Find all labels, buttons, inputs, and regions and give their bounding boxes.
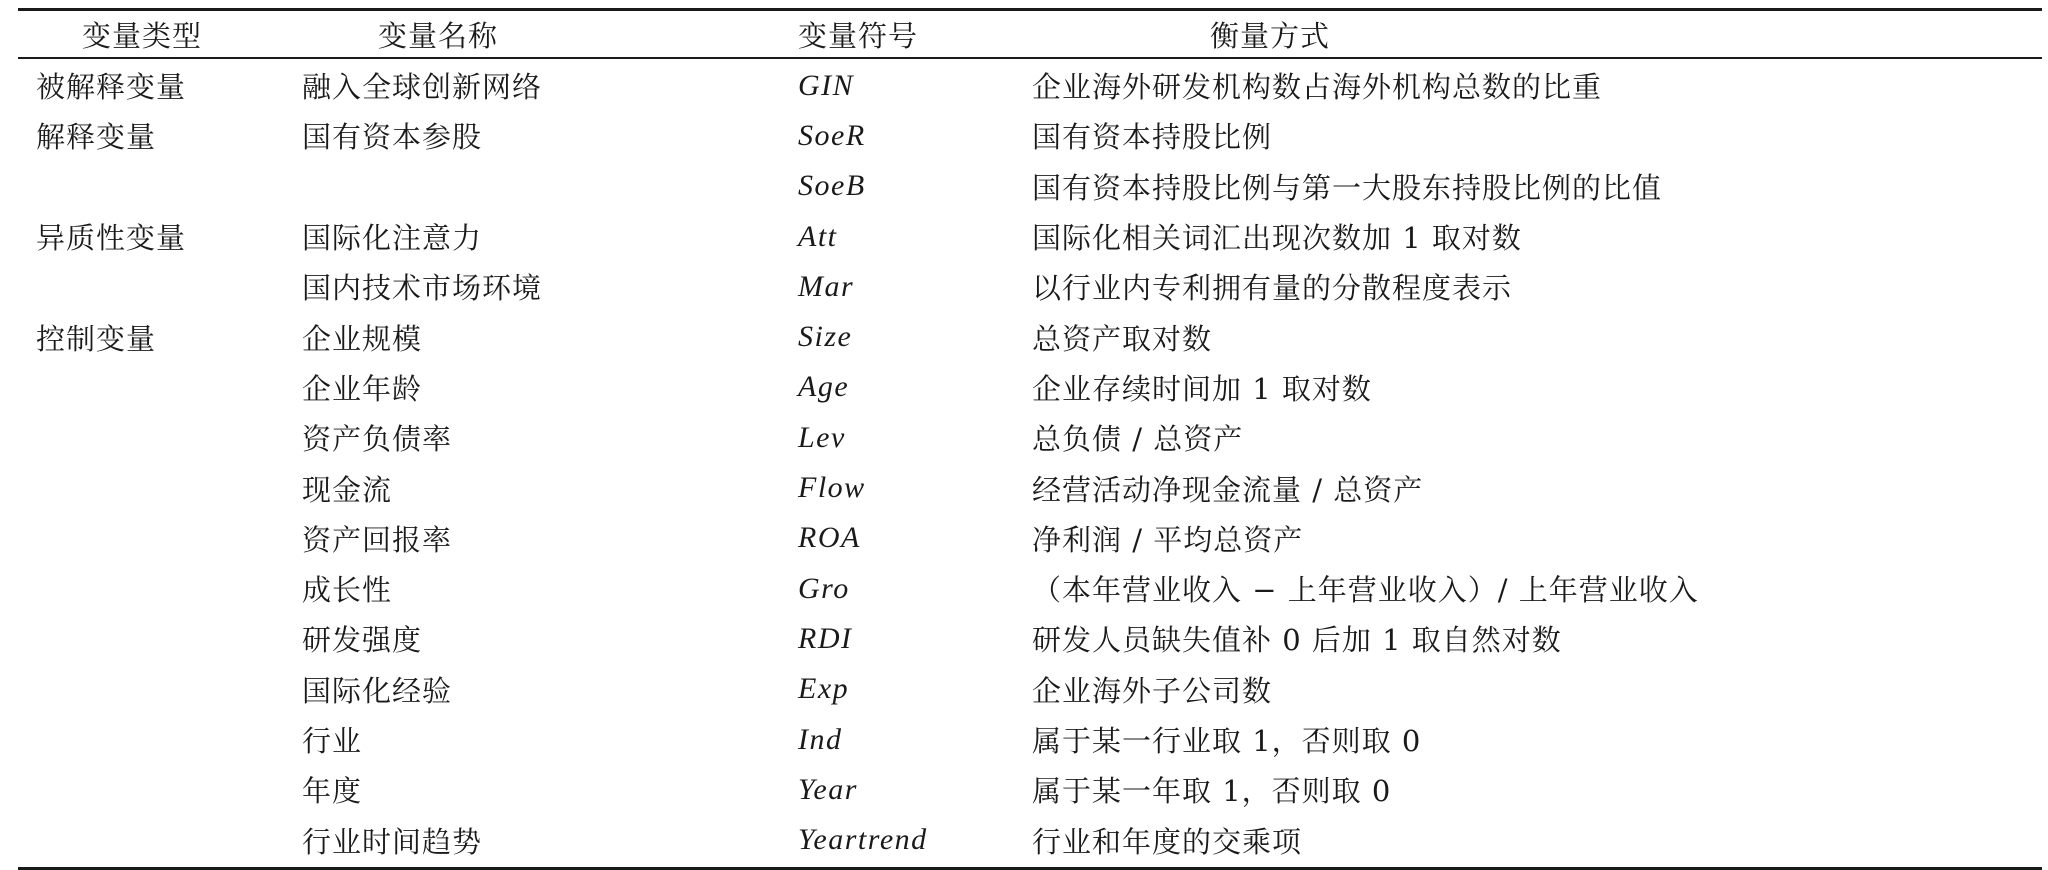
cell-symbol: RDI (798, 621, 853, 655)
cell-symbol: ROA (798, 521, 861, 555)
cell-measure: 属于某一年取 1，否则取 0 (1032, 774, 1392, 809)
table-row (18, 111, 2042, 161)
table-body (18, 59, 2042, 868)
table-row (18, 61, 2042, 111)
cell-measure: 净利润 / 平均总资产 (1032, 522, 1304, 557)
cell-symbol: SoeR (798, 118, 866, 152)
cell-measure: 以行业内专利拥有量的分散程度表示 (1032, 271, 1513, 306)
table-row (18, 765, 2042, 815)
table-row (18, 513, 2042, 563)
cell-type: 异质性变量 (36, 221, 187, 256)
cell-symbol: Att (798, 219, 838, 253)
cell-name: 国内技术市场环境 (302, 271, 543, 306)
cell-measure: 国有资本持股比例与第一大股东持股比例的比值 (1032, 170, 1663, 205)
table-row (18, 714, 2042, 764)
cell-symbol: Mar (798, 269, 855, 303)
table-row (18, 614, 2042, 664)
cell-symbol: Lev (798, 420, 846, 454)
cell-symbol: Flow (798, 471, 866, 505)
cell-type: 控制变量 (36, 321, 157, 356)
cell-measure: 属于某一行业取 1，否则取 0 (1032, 724, 1422, 758)
table-row (18, 161, 2042, 211)
table-row (18, 463, 2042, 513)
cell-symbol: SoeB (798, 169, 866, 203)
cell-measure: 经营活动净现金流量 / 总资产 (1032, 472, 1424, 507)
cell-symbol: Year (798, 772, 858, 806)
cell-measure: 国有资本持股比例 (1032, 120, 1273, 155)
table-row (18, 211, 2042, 261)
cell-measure: 行业和年度的交乘项 (1032, 824, 1303, 859)
table-row (18, 815, 2042, 865)
cell-type: 被解释变量 (36, 70, 187, 105)
cell-name: 国际化经验 (302, 673, 453, 708)
table-row (18, 563, 2042, 613)
header-variable-type: 变量类型 (82, 18, 203, 53)
cell-name: 国有资本参股 (302, 120, 483, 155)
cell-measure: 企业海外研发机构数占海外机构总数的比重 (1032, 70, 1603, 105)
cell-name: 企业规模 (302, 321, 423, 356)
cell-symbol: Gro (798, 571, 850, 605)
table-row (18, 312, 2042, 362)
table-header-row (18, 11, 2042, 57)
cell-name: 企业年龄 (302, 371, 423, 406)
table-row (18, 664, 2042, 714)
cell-symbol: GIN (798, 68, 855, 102)
cell-name: 国际化注意力 (302, 221, 483, 256)
cell-name: 现金流 (302, 472, 393, 507)
table-row (18, 262, 2042, 312)
cell-symbol: Yeartrend (798, 823, 928, 857)
cell-measure: 国际化相关词汇出现次数加 1 取对数 (1032, 221, 1522, 256)
cell-measure: （本年营业收入 − 上年营业收入）/ 上年营业收入 (1032, 573, 1699, 608)
cell-symbol: Exp (798, 672, 850, 706)
cell-measure: 企业存续时间加 1 取对数 (1032, 371, 1372, 406)
cell-symbol: Size (798, 320, 853, 354)
header-variable-symbol: 变量符号 (798, 18, 919, 53)
cell-symbol: Ind (798, 722, 843, 756)
cell-name: 资产负债率 (302, 422, 453, 457)
cell-symbol: Age (798, 370, 850, 404)
cell-measure: 总资产取对数 (1032, 321, 1213, 356)
header-variable-name: 变量名称 (378, 18, 499, 53)
cell-name: 资产回报率 (302, 522, 453, 557)
cell-name: 研发强度 (302, 623, 423, 658)
variable-definition-table (18, 8, 2042, 870)
cell-measure: 总负债 / 总资产 (1032, 422, 1244, 457)
cell-type: 解释变量 (36, 120, 157, 155)
cell-name: 成长性 (302, 573, 393, 608)
cell-name: 行业 (302, 724, 363, 758)
table-row (18, 362, 2042, 412)
header-measurement: 衡量方式 (1210, 18, 1331, 53)
cell-name: 融入全球创新网络 (302, 70, 543, 105)
cell-name: 年度 (302, 774, 363, 809)
cell-name: 行业时间趋势 (302, 824, 483, 859)
table-row (18, 413, 2042, 463)
cell-measure: 企业海外子公司数 (1032, 673, 1273, 708)
cell-measure: 研发人员缺失值补 0 后加 1 取自然对数 (1032, 623, 1562, 658)
